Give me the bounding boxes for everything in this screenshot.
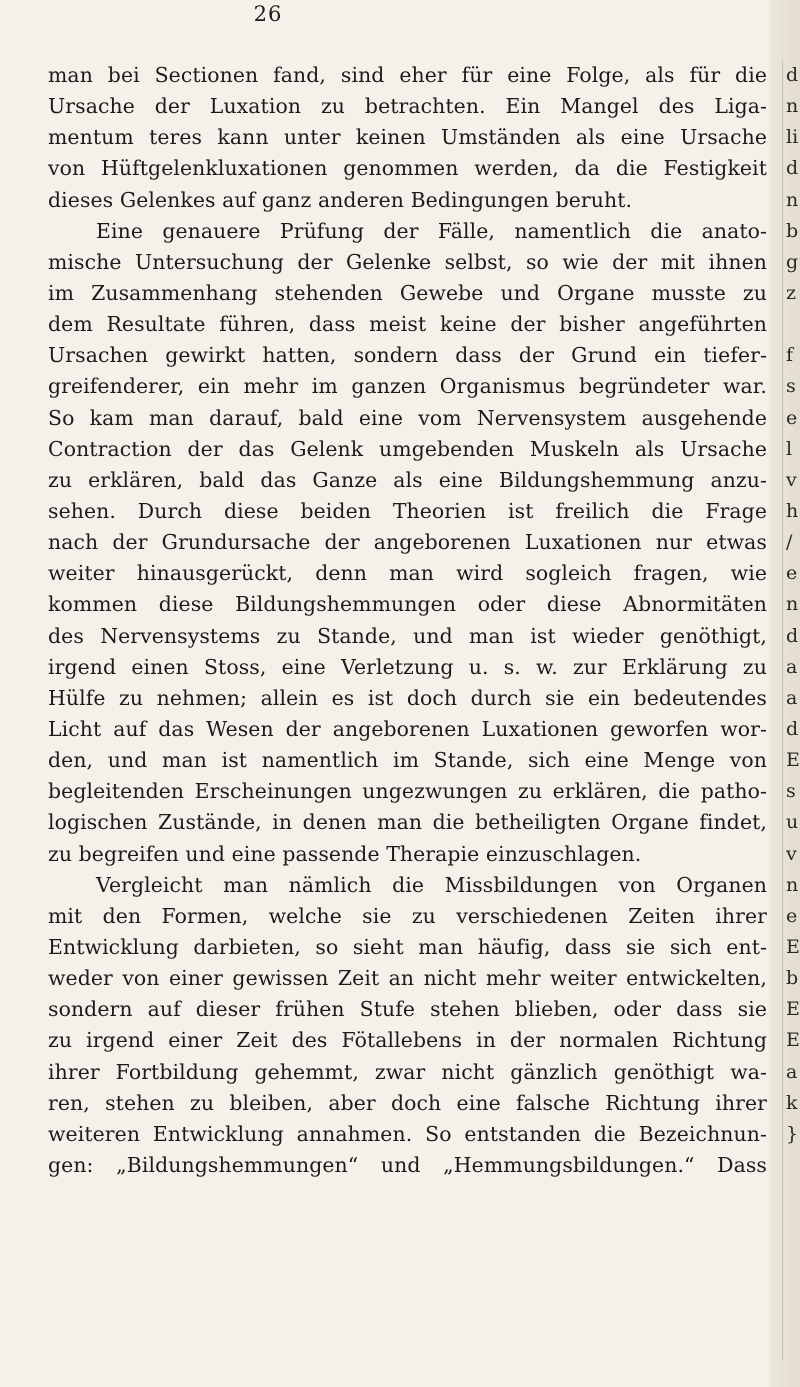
text-line: dieses Gelenkes auf ganz anderen Bedingungen beruht. xyxy=(48,187,633,212)
edge-glyph: v xyxy=(786,842,797,865)
edge-glyph: e xyxy=(786,904,798,927)
text-line: ihrer Fortbildung gehemmt, zwar nicht gänzlich genöthigt wa- xyxy=(48,1059,767,1084)
text-line: Licht auf das Wesen der angeborenen Luxationen geworfen wor- xyxy=(48,716,767,741)
text-line: Contraction der das Gelenk umgebenden Muskeln als Ursache xyxy=(48,436,767,461)
edge-glyph: f xyxy=(786,344,794,367)
edge-glyph xyxy=(786,309,800,340)
text-line: Ursachen gewirkt hatten, sondern dass der Grund ein tiefer- xyxy=(48,343,767,368)
edge-glyph: a xyxy=(786,1060,798,1083)
text-line: den, und man ist namentlich im Stande, sich eine Menge von xyxy=(48,748,767,773)
edge-glyph: li xyxy=(786,126,799,149)
edge-glyph: n xyxy=(786,873,799,896)
text-line: gen: „Bildungshemmungen“ und „Hemmungsbildungen.“ Dass xyxy=(48,1152,767,1177)
text-line: Ursache der Luxation zu betrachten. Ein Mangel des Liga- xyxy=(48,94,767,119)
edge-glyph: E xyxy=(786,935,800,958)
page-number: 26 xyxy=(253,2,283,26)
text-line: Vergleicht man nämlich die Missbildungen von Organen xyxy=(96,872,767,897)
text-line: greifenderer, ein mehr im ganzen Organismus begründeter war. xyxy=(48,374,767,399)
facing-page-glyphs xyxy=(786,60,800,1150)
edge-glyph: n xyxy=(786,188,799,211)
edge-glyph: h xyxy=(786,499,799,522)
edge-glyph: / xyxy=(786,531,793,554)
text-line: Eine genauere Prüfung der Fälle, namentlich die anato- xyxy=(96,218,767,243)
edge-glyph: } xyxy=(786,1122,799,1145)
edge-glyph: d xyxy=(786,717,799,740)
text-line: nach der Grundursache der angeborenen Luxationen nur etwas xyxy=(48,530,767,555)
edge-glyph: e xyxy=(786,406,798,429)
edge-glyph: a xyxy=(786,686,798,709)
edge-glyph: s xyxy=(786,375,796,398)
edge-glyph: b xyxy=(786,967,799,990)
body-text xyxy=(48,60,767,1181)
edge-glyph: u xyxy=(786,811,799,834)
text-line: dem Resultate führen, dass meist keine der bisher angeführten xyxy=(48,312,767,337)
text-line: weiteren Entwicklung annahmen. So entstanden die Bezeichnun- xyxy=(48,1121,767,1146)
text-line: sondern auf dieser frühen Stufe stehen blieben, oder dass sie xyxy=(48,997,767,1022)
text-line: von Hüftgelenkluxationen genommen werden, da die Festigkeit xyxy=(48,156,767,181)
facing-page-edge xyxy=(770,0,800,1387)
edge-glyph: E xyxy=(786,1029,800,1052)
edge-glyph: b xyxy=(786,219,799,242)
edge-glyph: v xyxy=(786,468,797,491)
text-line: kommen diese Bildungshemmungen oder diese Abnormitäten xyxy=(48,592,767,617)
text-line: Entwicklung darbieten, so sieht man häufig, dass sie sich ent- xyxy=(48,934,767,959)
text-line: zu erklären, bald das Ganze als eine Bildungshemmung anzu- xyxy=(48,467,767,492)
text-line: weder von einer gewissen Zeit an nicht mehr weiter entwickelten, xyxy=(48,966,767,991)
text-line: mit den Formen, welche sie zu verschiedenen Zeiten ihrer xyxy=(48,903,767,928)
edge-glyph: s xyxy=(786,780,796,803)
text-line: logischen Zustände, in denen man die betheiligten Organe findet, xyxy=(48,810,767,835)
text-line: ren, stehen zu bleiben, aber doch eine falsche Richtung ihrer xyxy=(48,1090,767,1115)
text-line: begleitenden Erscheinungen ungezwungen zu erklären, die patho- xyxy=(48,779,767,804)
edge-glyph: n xyxy=(786,593,799,616)
text-line: mische Untersuchung der Gelenke selbst, so wie der mit ihnen xyxy=(48,249,767,274)
edge-glyph: e xyxy=(786,562,798,585)
gutter-rule xyxy=(782,60,783,1360)
text-line: des Nervensystems zu Stande, und man ist wieder genöthigt, xyxy=(48,623,767,648)
text-line: sehen. Durch diese beiden Theorien ist freilich die Frage xyxy=(48,498,767,523)
edge-glyph: g xyxy=(786,250,799,273)
edge-glyph: d xyxy=(786,64,799,86)
text-line: zu irgend einer Zeit des Fötallebens in der normalen Richtung xyxy=(48,1028,767,1053)
text-line: irgend einen Stoss, eine Verletzung u. s. w. zur Erklärung zu xyxy=(48,654,767,679)
edge-glyph: d xyxy=(786,157,799,180)
edge-glyph: d xyxy=(786,624,799,647)
text-line: mentum teres kann unter keinen Umständen als eine Ursache xyxy=(48,125,767,150)
edge-glyph: z xyxy=(786,281,797,304)
text-line: man bei Sectionen fand, sind eher für eine Folge, als für die xyxy=(48,63,767,87)
text-line: So kam man darauf, bald eine vom Nervensystem ausgehende xyxy=(48,405,767,430)
edge-glyph: a xyxy=(786,655,798,678)
edge-glyph: E xyxy=(786,998,800,1021)
edge-glyph: l xyxy=(786,437,793,460)
text-line: im Zusammenhang stehenden Gewebe und Organe musste zu xyxy=(48,280,767,305)
text-line: Hülfe zu nehmen; allein es ist doch durch sie ein bedeutendes xyxy=(48,685,767,710)
edge-glyph: E xyxy=(786,749,800,772)
edge-glyph: n xyxy=(786,95,799,118)
text-line: weiter hinausgerückt, denn man wird sogleich fragen, wie xyxy=(48,561,767,586)
edge-glyph: k xyxy=(786,1091,798,1114)
text-line: zu begreifen und eine passende Therapie einzuschlagen. xyxy=(48,841,642,866)
